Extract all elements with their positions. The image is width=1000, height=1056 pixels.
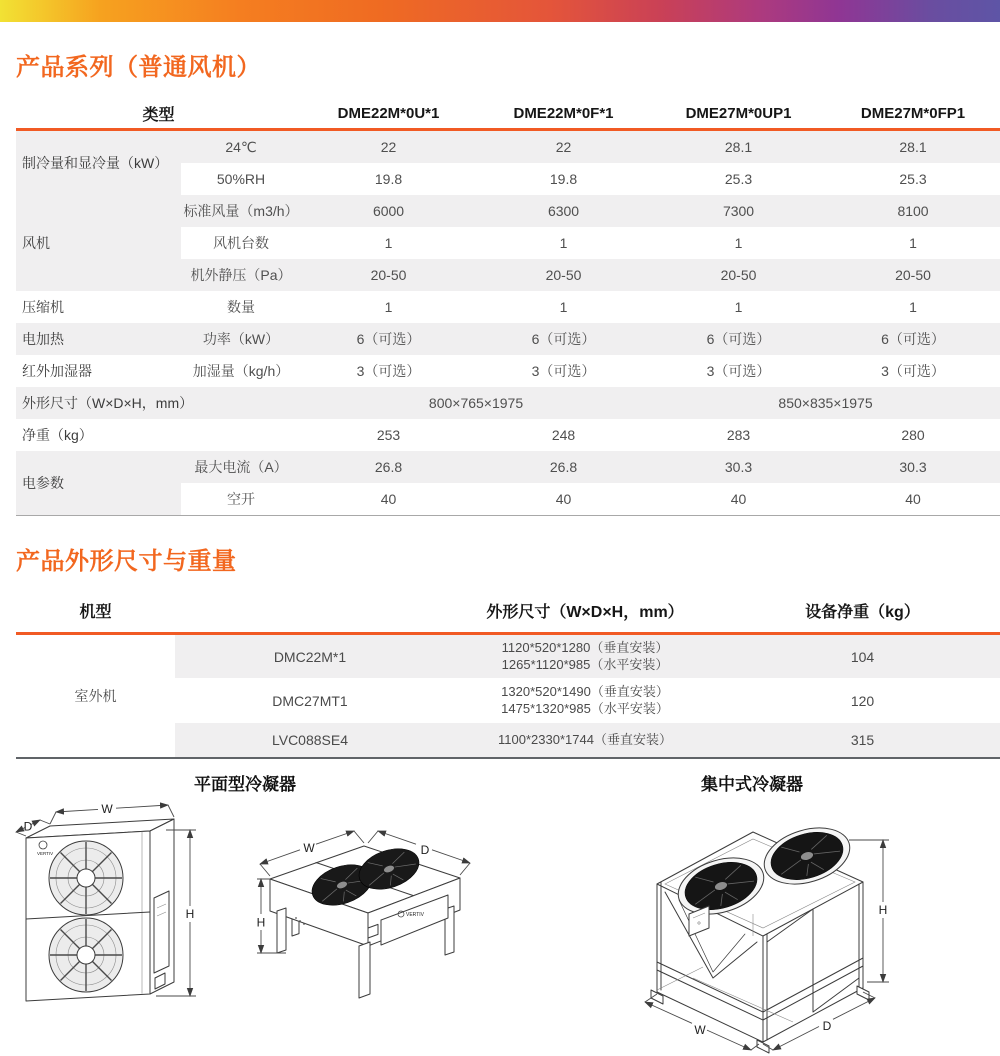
spec-value-cell: 1 [384,299,393,315]
dims-line: 1320*520*1490（垂直安装） [501,683,669,699]
section-title-dimensions-weight: 产品外形尺寸与重量 [16,548,237,575]
spec-value-cell: 3（可选） [531,363,596,379]
spec-value-cell: 1 [734,299,743,315]
dim-label-h: H [185,907,195,921]
spec-value-cell: 3（可选） [356,363,421,379]
table-row [16,291,1000,323]
drawing-title-flat-condenser: 平面型冷凝器 [194,775,296,794]
spec-value-cell: 25.3 [899,171,927,187]
spec-value-cell: 280 [901,427,925,443]
spec-label-cell: 功率（kW） [181,323,301,355]
dim-label-w: W [101,802,113,816]
group-cell: 室外机 [74,688,117,704]
group-label-cell: 电参数 [16,451,181,516]
spec-value-cell: 1 [559,299,568,315]
spec-label-cell: 标准风量（m3/h） [181,195,301,227]
dims-cell [445,723,725,758]
spec-value-cell: 20-50 [651,259,826,291]
spec-value-cell: 3（可选） [881,363,945,379]
group-label-cell: 红外加湿器 [22,363,92,379]
spec-value-cell: 6300 [476,195,651,227]
dims-line: 1475*1320*985（水平安装） [501,700,669,716]
table-row [16,355,1000,387]
brand-gradient-bar [0,0,1000,22]
spec-value-cell: 3（可选） [706,363,771,379]
name-plate [154,891,169,973]
dim-table-header: 设备净重（kg） [725,588,1000,634]
group-label-cell: 压缩机 [22,299,64,315]
spec-value-cell: 26.8 [476,451,651,483]
spec-value-cell: 850×835×1975 [651,387,1000,419]
spec-label-cell: 机外静压（Pa） [181,259,301,291]
condenser-drawing-frame [633,782,901,1054]
dim-table-header: 外形尺寸（W×D×H，mm） [445,588,725,634]
spec-type-header: 类型 [16,98,301,130]
dims-cell [445,678,725,723]
condenser-drawing-vertical [14,796,236,1018]
drawing-title-central-condenser: 集中式冷凝器 [701,775,803,794]
dim-table-header: 机型 [16,588,175,634]
spec-label-cell: 外形尺寸（W×D×H，mm） [16,387,301,419]
dim-label-d: D [822,1019,832,1033]
dim-table-header-spacer [175,588,445,634]
dim-label-h: H [878,903,888,917]
spec-value-cell: 19.8 [549,171,578,187]
weight-cell: 104 [725,634,1000,679]
spec-value-cell: 28.1 [826,130,1000,164]
spec-value-cell: 30.3 [826,451,1000,483]
spec-value-cell: 248 [551,427,576,443]
spec-label-cell: 净重（kg） [22,427,93,443]
table-row [16,195,1000,227]
section-title-product-series: 产品系列（普通风机） [16,54,261,81]
group-label-cell: 风机 [16,195,181,291]
spec-value-cell: 20-50 [476,259,651,291]
model-cell: DMC27MT1 [272,692,348,709]
spec-value-cell: 253 [376,427,401,443]
spec-value-cell: 40 [730,491,747,507]
spec-value-cell: 6（可选） [651,323,826,355]
group-label-cell: 电加热 [16,323,181,355]
table-row [16,419,1000,451]
spec-value-cell: 6（可选） [826,323,1000,355]
dims-cell [445,634,725,679]
svg-text:VERTIV: VERTIV [37,851,54,856]
model-cell: LVC088SE4 [175,723,445,758]
table-row [16,387,1000,419]
table-row [16,634,1000,679]
spec-label-cell: 空开 [227,491,255,507]
spec-value-cell: 40 [380,491,397,507]
dimensions-table [16,588,1000,759]
spec-value-cell: 40 [905,491,921,507]
dims-line: 1265*1120*985（水平安装） [501,656,669,672]
dim-label-d: D [23,819,33,834]
spec-value-cell: 283 [726,427,751,443]
table-row [16,451,1000,483]
table-row [16,323,1000,355]
group-label-cell: 制冷量和显冷量（kW） [16,130,181,196]
spec-label-cell: 数量 [227,299,255,315]
spec-value-cell: 8100 [826,195,1000,227]
spec-label-cell: 24℃ [181,130,301,164]
spec-value-cell: 30.3 [651,451,826,483]
weight-cell: 315 [725,723,1000,758]
spec-value-cell: 19.8 [374,171,403,187]
dim-label-w: W [694,1023,706,1037]
spec-value-cell: 7300 [651,195,826,227]
spec-value-cell: 20-50 [301,259,476,291]
spec-value-cell: 800×765×1975 [301,387,651,419]
spec-value-cell: 1 [909,299,917,315]
dims-line: 1120*520*1280（垂直安装） [501,639,669,655]
spec-value-cell: 1 [384,235,393,251]
dim-label-d: D [420,843,430,857]
dim-label-w: W [303,841,315,855]
condenser-drawing-horizontal [252,814,484,1010]
spec-label-cell: 最大电流（A） [181,451,301,483]
spec-label-cell: 50%RH [216,171,266,187]
spec-value-cell: 40 [555,491,572,507]
model-header: DME22M*0U*1 [301,98,476,130]
spec-value-cell: 20-50 [826,259,1000,291]
spec-value-cell: 22 [301,130,476,164]
model-header: DME22M*0F*1 [476,98,651,130]
dim-header-row [16,588,1000,634]
dims-line: 1100*2330*1744（垂直安装） [498,731,672,747]
spec-value-cell: 1 [734,235,743,251]
spec-table [16,98,1000,516]
spec-value-cell: 6000 [301,195,476,227]
spec-value-cell: 25.3 [724,171,753,187]
svg-text:VERTIV: VERTIV [406,912,424,918]
dim-label-h: H [256,915,266,930]
spec-label-cell: 风机台数 [213,235,269,251]
model-header: DME27M*0FP1 [826,98,1000,130]
model-header: DME27M*0UP1 [651,98,826,130]
table-row [16,130,1000,164]
model-cell: DMC22M*1 [175,634,445,679]
spec-value-cell: 22 [476,130,651,164]
spec-value-cell: 6（可选） [301,323,476,355]
spec-value-cell: 1 [909,235,917,251]
spec-value-cell: 6（可选） [476,323,651,355]
spec-value-cell: 28.1 [651,130,826,164]
spec-label-cell: 加湿量（kg/h） [192,363,290,379]
weight-cell: 120 [850,692,875,709]
spec-header-row [16,98,1000,130]
spec-value-cell: 1 [559,235,568,251]
spec-value-cell: 26.8 [301,451,476,483]
fan-grille-icon [49,841,123,915]
fan-grille-icon [49,918,123,992]
